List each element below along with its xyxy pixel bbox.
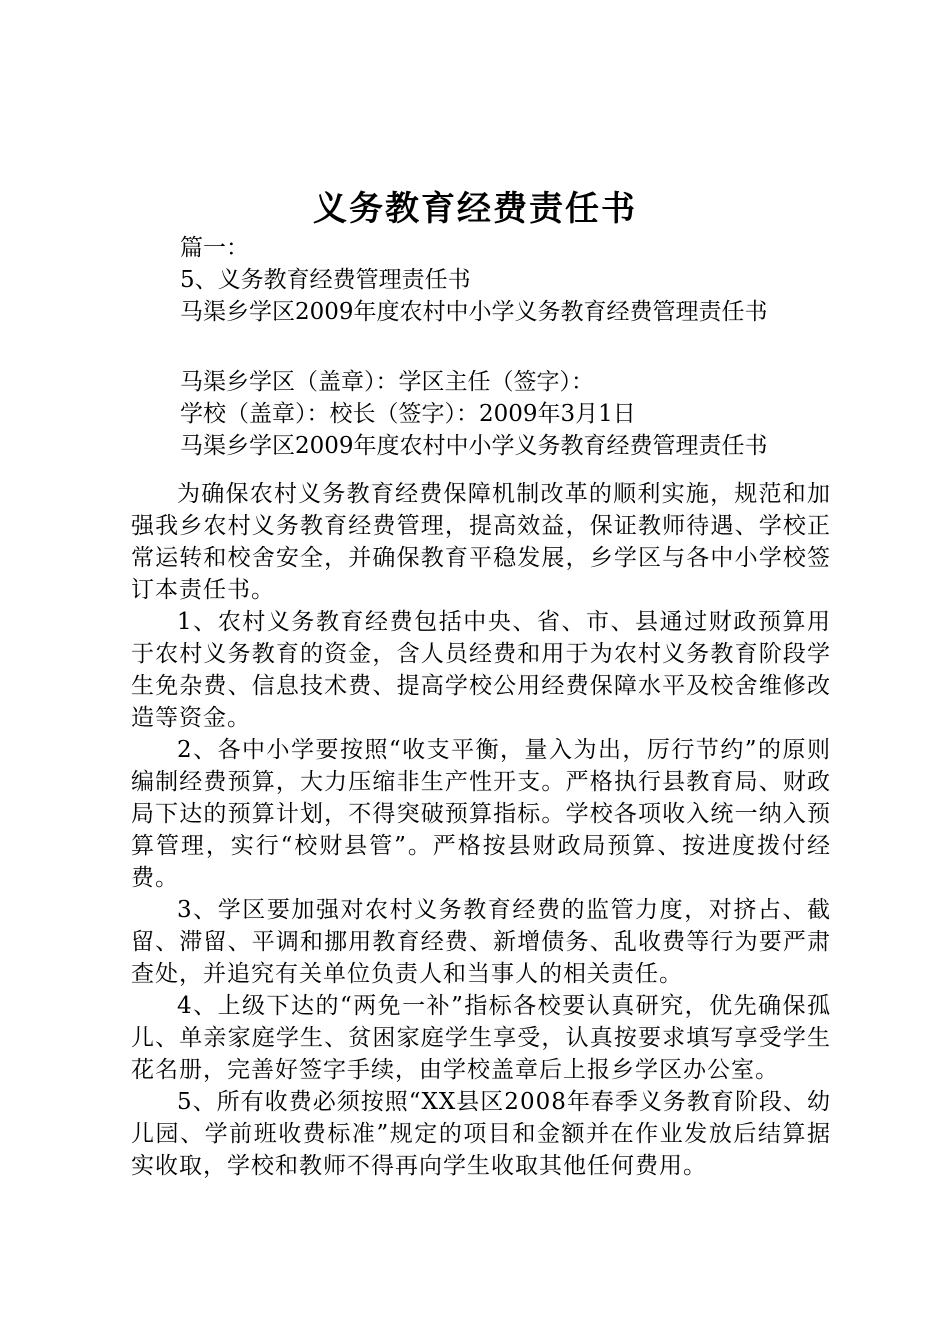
header-line-part: 篇一：	[180, 235, 249, 261]
header-line-district-seal: 马渠乡学区（盖章）：学区主任（签字）：	[180, 369, 594, 395]
header-line-school-seal: 学校（盖章）：校长（签字）：2009年3月1日	[180, 401, 636, 427]
header-line-doc-name-repeat: 马渠乡学区2009年度农村中小学义务教育经费管理责任书	[180, 433, 768, 459]
header-spacer	[180, 328, 880, 366]
header-line-subtitle: 5、义务教育经费管理责任书	[180, 267, 471, 293]
paragraph-item-4: 4、上级下达的“两免一补”指标各校要认真研究，优先确保孤儿、单亲家庭学生、贫困家庭学生享受，认真按要求填写享受学生花名册，完善好签字手续，由学校盖章后上报乡学区办公室。	[131, 993, 831, 1083]
document-body	[131, 478, 831, 1182]
paragraph-item-5: 5、所有收费必须按照“XX县区2008年春季义务教育阶段、幼儿园、学前班收费标准”规定的项目和金额并在作业发放后结算据实收取，学校和教师不得再向学生收取其他任何费用。	[131, 1089, 831, 1179]
paragraph-item-2: 2、各中小学要按照“收支平衡，量入为出，厉行节约”的原则编制经费预算，大力压缩非生产性开支。严格执行县教育局、财政局下达的预算计划，不得突破预算指标。学校各项收入统一纳入预算管理，实行“校财县管”。严格按县财政局预算、按进度拨付经费。	[131, 737, 831, 891]
paragraph-item-1: 1、农村义务教育经费包括中央、省、市、县通过财政预算用于农村义务教育的资金，含人员经费和用于为农村义务教育阶段学生免杂费、信息技术费、提高学校公用经费保障水平及校舍维修改造等资金。	[131, 609, 831, 731]
document-title: 义务教育经费责任书	[313, 189, 637, 229]
document-header-block	[180, 232, 880, 462]
header-line-doc-name: 马渠乡学区2009年度农村中小学义务教育经费管理责任书	[180, 299, 768, 325]
paragraph-item-3: 3、学区要加强对农村义务教育经费的监管力度，对挤占、截留、滞留、平调和挪用教育经费、新增债务、乱收费等行为要严肃查处，并追究有关单位负责人和当事人的相关责任。	[131, 897, 831, 987]
paragraph-intro: 为确保农村义务教育经费保障机制改革的顺利实施，规范和加强我乡农村义务教育经费管理，提高效益，保证教师待遇、学校正常运转和校舍安全，并确保教育平稳发展，乡学区与各中小学校签订本责任书。	[131, 481, 831, 603]
